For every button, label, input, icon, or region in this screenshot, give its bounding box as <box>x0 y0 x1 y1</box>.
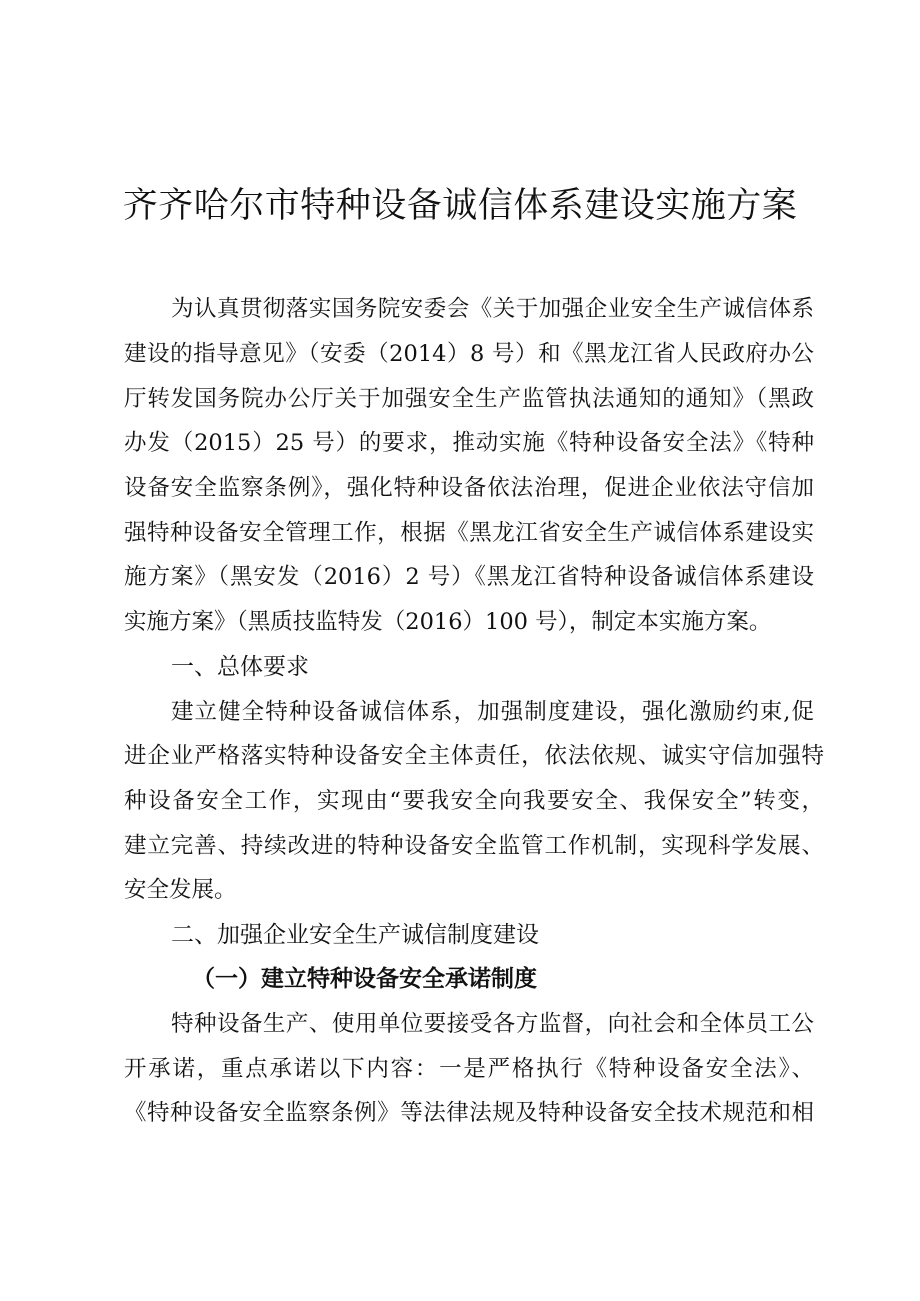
document-title: 齐齐哈尔市特种设备诚信体系建设实施方案 <box>122 186 798 226</box>
section-2-heading: 二、加强企业安全生产诚信制度建设 <box>171 922 539 948</box>
intro-line-2: 建设的指导意见》（安委（2014）8 号）和《黑龙江省人民政府办公 <box>124 341 814 367</box>
subsection-1-line-1: 特种设备生产、使用单位要接受各方监督，向社会和全体员工公 <box>171 1011 814 1037</box>
section-1-heading: 一、总体要求 <box>171 654 309 680</box>
section-1-line-4: 建立完善、持续改进的特种设备安全监管工作机制，实现科学发展、 <box>124 833 824 859</box>
subsection-1-line-3: 《特种设备安全监察条例》等法律法规及特种设备安全技术规范和相 <box>124 1100 814 1126</box>
intro-line-6: 强特种设备安全管理工作，根据《黑龙江省安全生产诚信体系建设实 <box>124 520 814 546</box>
intro-line-8: 实施方案》（黑质技监特发（2016）100 号），制定本实施方案。 <box>124 609 772 635</box>
section-1-line-2: 进企业严格落实特种设备安全主体责任，依法依规、诚实守信加强特 <box>124 743 824 769</box>
intro-line-1: 为认真贯彻落实国务院安委会《关于加强企业安全生产诚信体系 <box>171 296 814 322</box>
intro-line-4: 办发（2015）25 号）的要求，推动实施《特种设备安全法》《特种 <box>124 430 814 456</box>
intro-line-3: 厅转发国务院办公厅关于加强安全生产监管执法通知的通知》（黑政 <box>124 386 814 412</box>
section-1-line-5: 安全发展。 <box>124 877 237 903</box>
section-1-line-1: 建立健全特种设备诚信体系，加强制度建设，强化激励约束,促 <box>171 699 814 725</box>
intro-line-7: 施方案》（黑安发（2016）2 号）《黑龙江省特种设备诚信体系建设 <box>124 564 814 590</box>
section-1-line-3: 种设备安全工作，实现由“要我安全向我要安全、我保安全”转变， <box>124 788 824 814</box>
subsection-1-heading: （一）建立特种设备安全承诺制度 <box>192 966 537 992</box>
intro-line-5: 设备安全监察条例》，强化特种设备依法治理，促进企业依法守信加 <box>124 475 814 501</box>
subsection-1-line-2: 开承诺，重点承诺以下内容：一是严格执行《特种设备安全法》、 <box>124 1056 814 1082</box>
